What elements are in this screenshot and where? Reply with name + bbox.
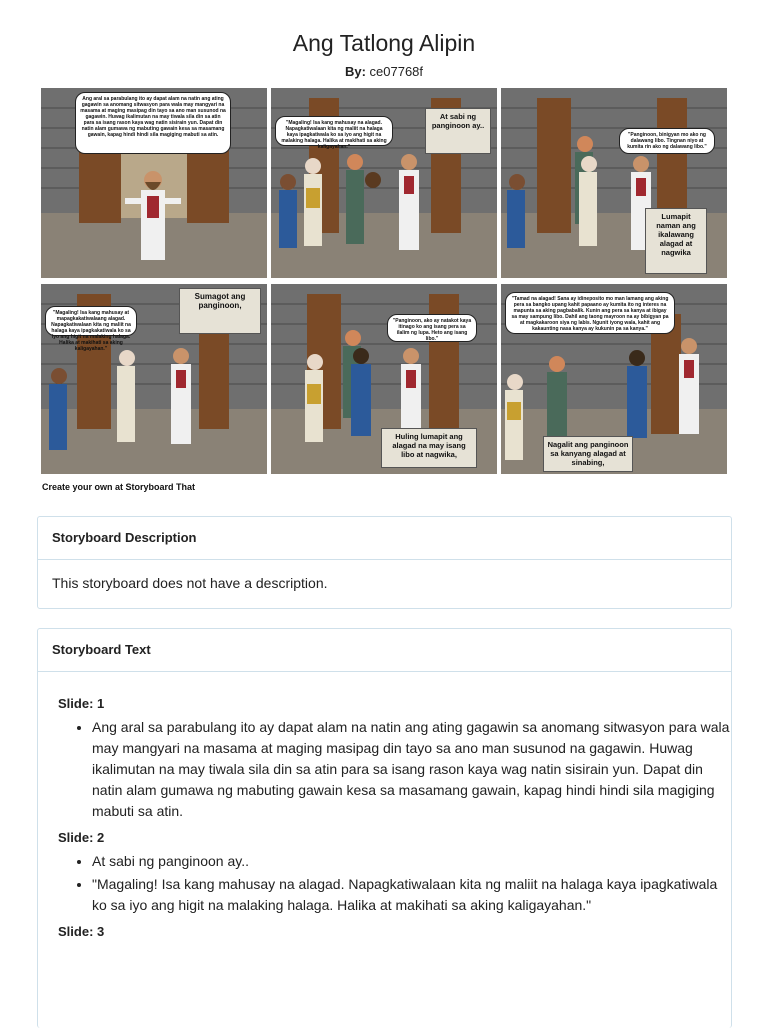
panel-5-caption: Huling lumapit ang alagad na may isang libo at nagwika, — [381, 428, 477, 468]
slide-heading-1: Slide: 1 — [58, 696, 105, 711]
storyboard-panel-3[interactable] — [501, 88, 727, 278]
storyboard-panel-1[interactable] — [41, 88, 267, 278]
storyboard-panel-5[interactable] — [271, 284, 497, 474]
description-card — [37, 516, 732, 609]
storyboard-text-card — [37, 628, 732, 1028]
panel-4-caption: Sumagot ang panginoon, — [179, 288, 261, 334]
panel-3-caption: Lumapit naman ang ikalawang alagad at nagwika — [645, 208, 707, 274]
slide-heading-3: Slide: 3 — [58, 924, 105, 939]
slide-1-item: • Ang aral sa parabulang ito ay dapat alam na natin ang ating gagawin sa anomang sitwasyon para wala may mangyari na masama at maging masipag din tayo sa ano man susunod na gagawin. Huwag ikalimutan na may tiwala sila din sa atin para sa isang rason kaya wag natin sisirain yun. Dapat din natin alam gumawa ng mabuting gawain kesa sa masamang gawain, kapag hindi hindi sila magiging mabuti sa atin. — [92, 717, 731, 822]
description-card-title: Storyboard Description — [38, 517, 731, 560]
storyboard-panel-4[interactable] — [41, 284, 267, 474]
slide-2-item: • "Magaling! Isa kang mahusay na alagad. Napagkatiwalaan kita ng maliit na halaga kaya ipagkatiwala ko sa iyo ang higit na malaking halaga. Halika at makihati sa aking kaligayahan." — [92, 874, 731, 916]
panel-3-speech-bubble: "Panginoon, binigyan mo ako ng dalawang libo. Tingnan niyo at kumita rin ako ng dalawang libo." — [619, 128, 715, 154]
slide-2-list — [38, 851, 731, 916]
byline — [0, 64, 768, 79]
storyboard-grid — [41, 88, 727, 478]
panel-2-speech-bubble: "Magaling! Isa kang mahusay na alagad. Napagkatiwalaan kita ng maliit na halaga kaya ipagkatiwala ko sa iyo ang higit na malaking halaga. Halika at makihati sa aking kaligayahan." — [275, 116, 393, 146]
by-label: By: — [344, 64, 366, 79]
storyboard-text-card-title: Storyboard Text — [38, 629, 731, 672]
author-link[interactable]: ce07768f — [369, 64, 424, 79]
panel-6-speech-bubble: "Tamad na alagad! Sana ay idineposito mo man lamang ang aking pera sa bangko upang kahit papaano ay kumita ito ng interes na mapunta sa aking pagbabalik. Kunin ang pera sa kanya at ibigay sa may sampung libo. Dahil ang taong mayroon na ay bibigyan pa at magkakaroon siya ng labis. Ngunit iyong wala, kahit ang kakaunting nasa kanya ay kukunin pa sa kanya." — [505, 292, 675, 334]
page-title: Ang Tatlong Alipin — [292, 30, 476, 56]
description-text: This storyboard does not have a description. — [52, 575, 328, 591]
slide-2-item: • At sabi ng panginoon ay.. — [92, 851, 731, 872]
storyboard-that-credit-link[interactable]: Create your own at Storyboard That — [42, 482, 196, 492]
slide-heading-2: Slide: 2 — [58, 830, 105, 845]
panel-5-speech-bubble: "Panginoon, ako ay natakot kaya itinago ko ang isang pera sa ilalim ng lupa. Heto ang isang libo." — [387, 314, 477, 342]
storyboard-panel-6[interactable] — [501, 284, 727, 474]
panel-6-caption: Nagalit ang panginoon sa kanyang alagad at sinabing, — [543, 436, 633, 472]
slide-1-list — [38, 717, 731, 822]
panel-2-caption: At sabi ng panginoon ay.. — [425, 108, 491, 154]
panel-1-speech-bubble: Ang aral sa parabulang ito ay dapat alam na natin ang ating gagawin sa anomang sitwasyon para wala may mangyari na masama at maging masipag din tayo sa ano man susunod na gagawin. Huwag ikalimutan na may tiwala sila din sa atin para sa isang rason kaya wag natin sisirain yun. Dapat din natin alam gumawa ng mabuting gawain kesa sa masamang gawain, kapag hindi hindi sila magiging mabuti sa atin. — [75, 92, 231, 154]
panel-4-speech-bubble: "Magaling! Isa kang mahusay at mapagkakatiwalaang alagad. Napagkatiwalaan kita ng maliit na halaga kaya ipagkakatiwala ko sa iyo ang higit na malaking halaga. Halika at makihati sa aking kaligayahan." — [45, 306, 137, 336]
slides-container — [38, 672, 731, 939]
storyboard-panel-2[interactable] — [271, 88, 497, 278]
